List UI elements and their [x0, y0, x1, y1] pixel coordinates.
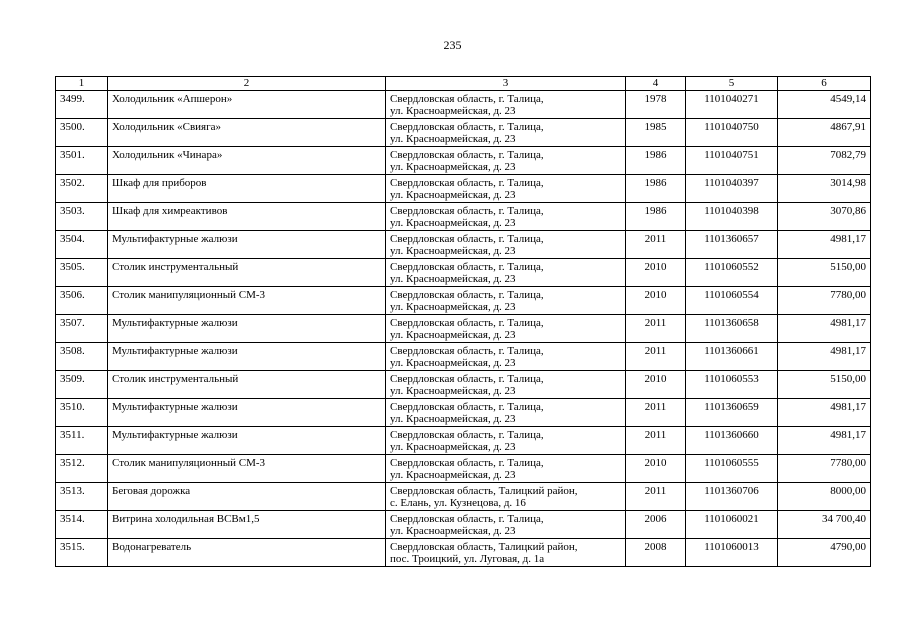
column-header: 6 [778, 77, 871, 91]
address-line: ул. Красноармейская, д. 23 [390, 469, 516, 481]
address-line: Свердловская область, г. Талица, [390, 149, 544, 161]
cost-cell: 4549,14 [778, 91, 871, 119]
item-number-cell: 3515. [56, 539, 108, 567]
inventory-number-cell: 1101040398 [686, 203, 778, 231]
inventory-number-cell: 1101060554 [686, 287, 778, 315]
item-number-cell: 3503. [56, 203, 108, 231]
year-cell: 1978 [626, 91, 686, 119]
item-name-cell: Шкаф для приборов [108, 175, 386, 203]
address-cell [386, 91, 626, 119]
address-line: Свердловская область, г. Талица, [390, 345, 544, 357]
address-cell [386, 203, 626, 231]
year-cell: 2010 [626, 371, 686, 399]
inventory-number-cell: 1101040750 [686, 119, 778, 147]
address-line: ул. Красноармейская, д. 23 [390, 525, 516, 537]
item-name-cell: Мультифактурные жалюзи [108, 231, 386, 259]
year-cell: 2011 [626, 231, 686, 259]
address-line: Свердловская область, г. Талица, [390, 457, 544, 469]
year-cell: 1985 [626, 119, 686, 147]
column-header: 3 [386, 77, 626, 91]
address-cell [386, 147, 626, 175]
address-line: Свердловская область, Талицкий район, [390, 541, 578, 553]
item-number-cell: 3504. [56, 231, 108, 259]
address-line: ул. Красноармейская, д. 23 [390, 133, 516, 145]
cost-cell: 5150,00 [778, 371, 871, 399]
table-row [56, 511, 871, 539]
address-cell [386, 287, 626, 315]
property-registry-table [55, 76, 871, 567]
inventory-number-cell: 1101060553 [686, 371, 778, 399]
inventory-number-cell: 1101060552 [686, 259, 778, 287]
address-line: Свердловская область, г. Талица, [390, 429, 544, 441]
table-body [56, 91, 871, 567]
table-row [56, 399, 871, 427]
table-row [56, 343, 871, 371]
year-cell: 2011 [626, 315, 686, 343]
cost-cell: 8000,00 [778, 483, 871, 511]
year-cell: 2010 [626, 455, 686, 483]
cost-cell: 4981,17 [778, 343, 871, 371]
address-cell [386, 371, 626, 399]
table-row [56, 91, 871, 119]
item-name-cell: Холодильник «Чинара» [108, 147, 386, 175]
table-row [56, 175, 871, 203]
address-line: Свердловская область, Талицкий район, [390, 485, 578, 497]
year-cell: 2010 [626, 259, 686, 287]
cost-cell: 7780,00 [778, 287, 871, 315]
address-line: Свердловская область, г. Талица, [390, 93, 544, 105]
address-line: ул. Красноармейская, д. 23 [390, 357, 516, 369]
year-cell: 2011 [626, 427, 686, 455]
address-cell [386, 455, 626, 483]
table-row [56, 231, 871, 259]
inventory-number-cell: 1101360658 [686, 315, 778, 343]
cost-cell: 34 700,40 [778, 511, 871, 539]
address-line: ул. Красноармейская, д. 23 [390, 161, 516, 173]
address-line: Свердловская область, г. Талица, [390, 401, 544, 413]
year-cell: 2006 [626, 511, 686, 539]
inventory-number-cell: 1101060013 [686, 539, 778, 567]
address-cell [386, 427, 626, 455]
item-name-cell: Столик манипуляционный СМ-3 [108, 287, 386, 315]
inventory-number-cell: 1101360706 [686, 483, 778, 511]
item-name-cell: Столик инструментальный [108, 371, 386, 399]
address-line: ул. Красноармейская, д. 23 [390, 273, 516, 285]
item-number-cell: 3505. [56, 259, 108, 287]
item-name-cell: Витрина холодильная ВСВм1,5 [108, 511, 386, 539]
inventory-number-cell: 1101060021 [686, 511, 778, 539]
cost-cell: 4867,91 [778, 119, 871, 147]
cost-cell: 3070,86 [778, 203, 871, 231]
address-line: ул. Красноармейская, д. 23 [390, 329, 516, 341]
cost-cell: 5150,00 [778, 259, 871, 287]
item-name-cell: Холодильник «Апшерон» [108, 91, 386, 119]
table-row [56, 371, 871, 399]
address-line: ул. Красноармейская, д. 23 [390, 245, 516, 257]
item-name-cell: Мультифактурные жалюзи [108, 427, 386, 455]
address-line: ул. Красноармейская, д. 23 [390, 189, 516, 201]
address-line: ул. Красноармейская, д. 23 [390, 385, 516, 397]
table-row [56, 259, 871, 287]
item-name-cell: Беговая дорожка [108, 483, 386, 511]
year-cell: 2008 [626, 539, 686, 567]
address-line: пос. Троицкий, ул. Луговая, д. 1а [390, 553, 545, 565]
address-line: Свердловская область, г. Талица, [390, 289, 544, 301]
item-name-cell: Мультифактурные жалюзи [108, 315, 386, 343]
cost-cell: 7082,79 [778, 147, 871, 175]
inventory-number-cell: 1101040271 [686, 91, 778, 119]
cost-cell: 7780,00 [778, 455, 871, 483]
address-line: Свердловская область, г. Талица, [390, 261, 544, 273]
item-number-cell: 3502. [56, 175, 108, 203]
item-number-cell: 3512. [56, 455, 108, 483]
address-line: с. Елань, ул. Кузнецова, д. 16 [390, 497, 526, 509]
item-name-cell: Шкаф для химреактивов [108, 203, 386, 231]
address-line: Свердловская область, г. Талица, [390, 121, 544, 133]
address-cell [386, 539, 626, 567]
address-line: Свердловская область, г. Талица, [390, 233, 544, 245]
address-cell [386, 315, 626, 343]
address-cell [386, 399, 626, 427]
cost-cell: 3014,98 [778, 175, 871, 203]
year-cell: 1986 [626, 203, 686, 231]
inventory-number-cell: 1101360660 [686, 427, 778, 455]
year-cell: 1986 [626, 175, 686, 203]
column-header: 5 [686, 77, 778, 91]
inventory-number-cell: 1101040751 [686, 147, 778, 175]
address-cell [386, 175, 626, 203]
item-number-cell: 3509. [56, 371, 108, 399]
address-line: Свердловская область, г. Талица, [390, 205, 544, 217]
column-header: 1 [56, 77, 108, 91]
table-row [56, 119, 871, 147]
year-cell: 2011 [626, 343, 686, 371]
address-line: Свердловская область, г. Талица, [390, 373, 544, 385]
address-line: ул. Красноармейская, д. 23 [390, 441, 516, 453]
address-cell [386, 343, 626, 371]
table-row [56, 483, 871, 511]
inventory-number-cell: 1101360661 [686, 343, 778, 371]
address-line: ул. Красноармейская, д. 23 [390, 217, 516, 229]
table-row [56, 455, 871, 483]
cost-cell: 4981,17 [778, 399, 871, 427]
address-line: Свердловская область, г. Талица, [390, 177, 544, 189]
inventory-number-cell: 1101360657 [686, 231, 778, 259]
item-number-cell: 3501. [56, 147, 108, 175]
item-name-cell: Холодильник «Свияга» [108, 119, 386, 147]
table-row [56, 539, 871, 567]
item-number-cell: 3506. [56, 287, 108, 315]
page-number: 235 [443, 38, 462, 52]
address-cell [386, 511, 626, 539]
address-line: Свердловская область, г. Талица, [390, 513, 544, 525]
item-number-cell: 3507. [56, 315, 108, 343]
year-cell: 1986 [626, 147, 686, 175]
item-number-cell: 3510. [56, 399, 108, 427]
item-name-cell: Водонагреватель [108, 539, 386, 567]
item-number-cell: 3500. [56, 119, 108, 147]
table-row [56, 287, 871, 315]
cost-cell: 4790,00 [778, 539, 871, 567]
table-row [56, 203, 871, 231]
inventory-number-cell: 1101360659 [686, 399, 778, 427]
header-row [56, 77, 871, 91]
year-cell: 2010 [626, 287, 686, 315]
cost-cell: 4981,17 [778, 315, 871, 343]
item-number-cell: 3508. [56, 343, 108, 371]
address-line: ул. Красноармейская, д. 23 [390, 301, 516, 313]
item-number-cell: 3499. [56, 91, 108, 119]
item-number-cell: 3514. [56, 511, 108, 539]
table-row [56, 315, 871, 343]
item-name-cell: Столик инструментальный [108, 259, 386, 287]
address-cell [386, 119, 626, 147]
column-header: 2 [108, 77, 386, 91]
column-header: 4 [626, 77, 686, 91]
item-number-cell: 3511. [56, 427, 108, 455]
item-number-cell: 3513. [56, 483, 108, 511]
cost-cell: 4981,17 [778, 231, 871, 259]
address-line: ул. Красноармейская, д. 23 [390, 413, 516, 425]
year-cell: 2011 [626, 483, 686, 511]
item-name-cell: Мультифактурные жалюзи [108, 399, 386, 427]
item-name-cell: Мультифактурные жалюзи [108, 343, 386, 371]
address-line: Свердловская область, г. Талица, [390, 317, 544, 329]
year-cell: 2011 [626, 399, 686, 427]
cost-cell: 4981,17 [778, 427, 871, 455]
table-row [56, 427, 871, 455]
address-line: ул. Красноармейская, д. 23 [390, 105, 516, 117]
item-name-cell: Столик манипуляционный СМ-3 [108, 455, 386, 483]
address-cell [386, 231, 626, 259]
address-cell [386, 259, 626, 287]
table-row [56, 147, 871, 175]
address-cell [386, 483, 626, 511]
inventory-number-cell: 1101060555 [686, 455, 778, 483]
inventory-number-cell: 1101040397 [686, 175, 778, 203]
